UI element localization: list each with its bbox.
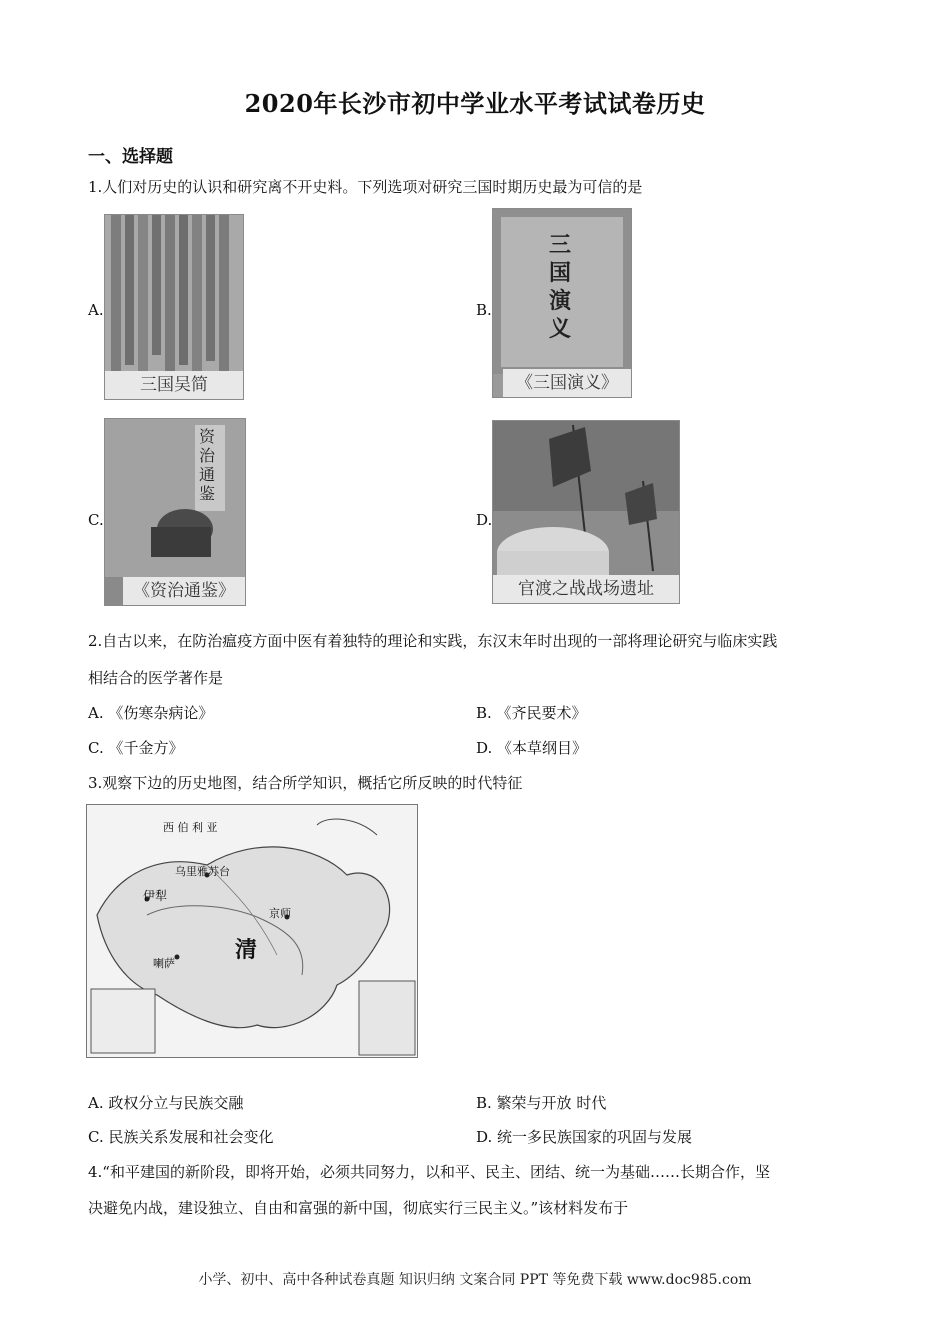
page-footer: 小学、初中、高中各种试卷真题 知识归纳 文案合同 PPT 等免费下载 www.doc985.com <box>198 1272 752 1288</box>
section-heading: 一、选择题 <box>88 147 173 167</box>
map-label-beijing: 京师 <box>269 907 291 920</box>
q1-option-b-cover-text: 三国演义 <box>549 232 572 342</box>
q1-option-c-label: C. <box>88 511 104 529</box>
map-label-siberia: 西 伯 利 亚 <box>163 821 218 834</box>
map-label-uliastai: 乌里雅苏台 <box>175 865 230 878</box>
q1-option-a-image <box>104 214 244 400</box>
q3-option-b: B. 繁荣与开放 时代 <box>476 1094 607 1112</box>
question-2-stem-line2: 相结合的医学著作是 <box>88 669 224 687</box>
q1-option-d-image <box>492 420 680 604</box>
question-3-stem: 3.观察下边的历史地图，结合所学知识，概括它所反映的时代特征 <box>88 774 523 792</box>
q1-option-b-label: B. <box>476 301 492 319</box>
q1-option-a-caption: 三国吴简 <box>105 371 243 399</box>
q1-option-b-caption: 《三国演义》 <box>503 369 631 397</box>
page-title: 2020年长沙市初中学业水平考试试卷历史 <box>244 89 706 118</box>
question-4-stem-line1: 4.“和平建国的新阶段，即将开始，必须共同努力，以和平、民主、团结、统一为基础……长期合作，坚 <box>88 1163 770 1181</box>
qing-dynasty-map <box>86 804 418 1058</box>
question-1-stem: 1.人们对历史的认识和研究离不开史料。下列选项对研究三国时期历史最为可信的是 <box>88 178 643 196</box>
map-label-ili: 伊犁 <box>143 889 168 903</box>
q1-option-d-caption: 官渡之战战场遗址 <box>493 575 679 603</box>
q3-option-a: A. 政权分立与民族交融 <box>88 1094 244 1112</box>
q1-option-b-image <box>492 208 632 398</box>
q3-option-d: D. 统一多民族国家的巩固与发展 <box>476 1128 693 1146</box>
map-label-lhasa: 喇萨 <box>153 957 175 970</box>
q2-option-a: A. 《伤寒杂病论》 <box>88 704 214 722</box>
q1-option-c-image <box>104 418 246 606</box>
question-2-stem-line1: 2.自古以来，在防治瘟疫方面中医有着独特的理论和实践，东汉末年时出现的一部将理论研究与临床实践 <box>88 632 778 650</box>
q2-option-d: D. 《本草纲目》 <box>476 739 588 757</box>
q1-option-c-cover-text: 资治通鉴 <box>199 427 216 503</box>
q2-option-b: B. 《齐民要术》 <box>476 704 587 722</box>
question-4-stem-line2: 决避免内战，建设独立、自由和富强的新中国，彻底实行三民主义。”该材料发布于 <box>88 1199 629 1217</box>
map-label-qing: 清 <box>235 937 258 963</box>
q3-option-c: C. 民族关系发展和社会变化 <box>88 1128 274 1146</box>
q1-option-c-caption: 《资治通鉴》 <box>123 577 245 605</box>
q1-option-a-label: A. <box>88 301 104 319</box>
map-outline <box>87 805 417 1057</box>
q1-option-d-label: D. <box>476 511 493 529</box>
q2-option-c: C. 《千金方》 <box>88 739 184 757</box>
